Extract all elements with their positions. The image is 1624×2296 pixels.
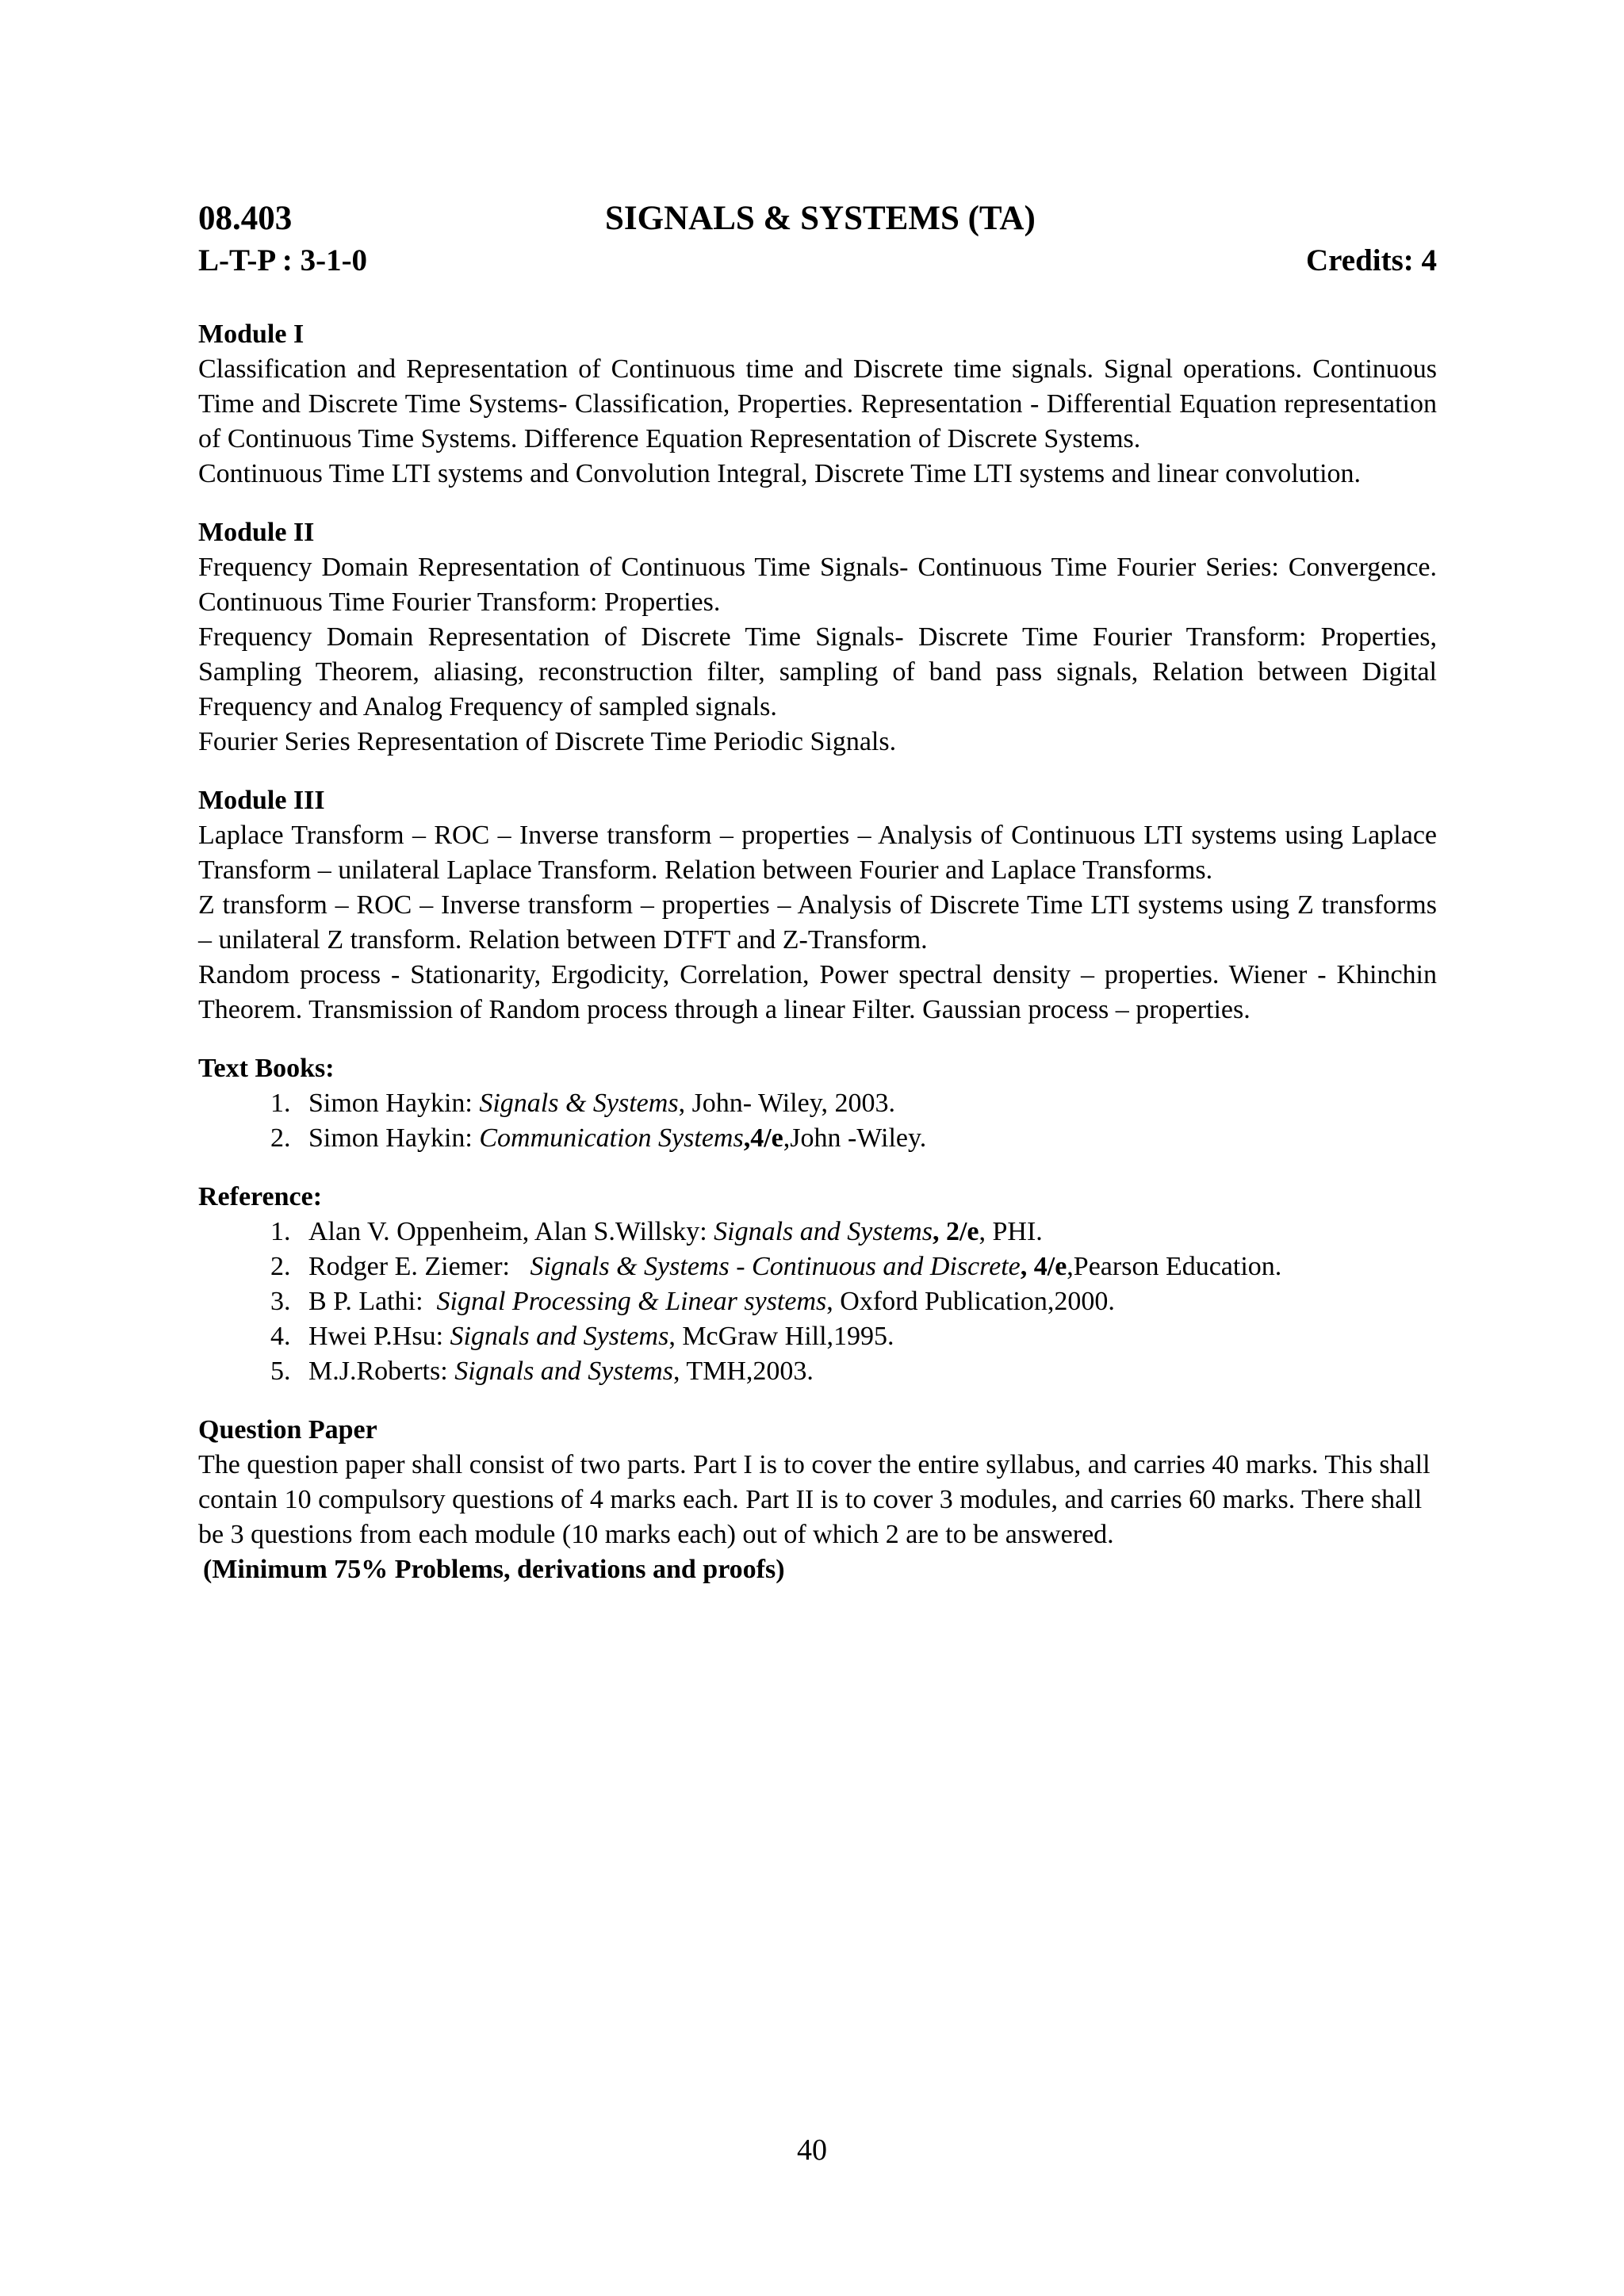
text-books-list [198, 1086, 1437, 1156]
course-subheader [198, 241, 1437, 281]
module-2 [198, 515, 1437, 760]
reference-item: 4. Hwei P.Hsu: Signals and Systems, McGraw Hill,1995. [297, 1319, 1437, 1354]
book-item: 1. Simon Haykin: Signals & Systems, John- Wiley, 2003. [297, 1086, 1437, 1121]
reference-list [198, 1215, 1437, 1389]
reference-item: 2. Rodger E. Ziemer: Signals & Systems - Continuous and Discrete, 4/e,Pearson Education. [297, 1249, 1437, 1284]
course-header [198, 197, 1437, 241]
question-paper-heading: Question Paper [198, 1415, 377, 1445]
syllabus-page [198, 197, 1437, 1587]
reference-section [198, 1180, 1437, 1389]
module-heading: Module I [198, 320, 304, 349]
text-books-section [198, 1051, 1437, 1156]
module-paragraph: Frequency Domain Representation of Discrete Time Signals- Discrete Time Fourier Transform: Properties, Sampling Theorem, aliasing, reconstruction filter, sampling of band pass signals, Relation between Digital Frequency and Analog Frequency of sampled signals. [198, 622, 1437, 721]
credits-label: Credits: 4 [1305, 243, 1437, 277]
course-title: SIGNALS & SYSTEMS (TA) [605, 200, 1036, 237]
module-1 [198, 317, 1437, 492]
text-books-heading: Text Books: [198, 1054, 335, 1083]
reference-item: 3. B P. Lathi: Signal Processing & Linear systems, Oxford Publication,2000. [297, 1284, 1437, 1319]
module-paragraph: Frequency Domain Representation of Continuous Time Signals- Continuous Time Fourier Series: Convergence. Continuous Time Fourier Transform: Properties. [198, 553, 1437, 617]
module-paragraph: Fourier Series Representation of Discrete Time Periodic Signals. [198, 727, 897, 756]
module-paragraph: Classification and Representation of Continuous time and Discrete time signals. Signal operations. Continuous Time and Discrete Time Systems- Classification, Properties. Representation - Differential Equation representation of Continuous Time Systems. Difference Equation Representation of Discrete Systems. [198, 354, 1437, 453]
course-code: 08.403 [198, 200, 293, 237]
module-paragraph: Z transform – ROC – Inverse transform – properties – Analysis of Discrete Time LTI systems using Z transforms – unilateral Z transform. Relation between DTFT and Z-Transform. [198, 890, 1437, 955]
question-paper-text: The question paper shall consist of two parts. Part I is to cover the entire syllabus, and carries 40 marks. This shall contain 10 compulsory questions of 4 marks each. Part II is to cover 3 modules, and carries 60 marks. There shall be 3 questions from each module (10 marks each) out of which 2 are to be answered. [198, 1450, 1431, 1549]
question-paper-section [198, 1413, 1437, 1587]
ltp-label: L-T-P : 3-1-0 [198, 243, 368, 277]
module-paragraph: Continuous Time LTI systems and Convolution Integral, Discrete Time LTI systems and linear convolution. [198, 459, 1362, 488]
module-heading: Module II [198, 518, 315, 547]
reference-heading: Reference: [198, 1182, 323, 1211]
reference-item: 5. M.J.Roberts: Signals and Systems, TMH,2003. [297, 1354, 1437, 1389]
page-number: 40 [797, 2133, 827, 2167]
module-3 [198, 783, 1437, 1027]
reference-item: 1. Alan V. Oppenheim, Alan S.Willsky: Signals and Systems, 2/e, PHI. [297, 1215, 1437, 1249]
module-paragraph: Laplace Transform – ROC – Inverse transform – properties – Analysis of Continuous LTI systems using Laplace Transform – unilateral Laplace Transform. Relation between Fourier and Laplace Transforms. [198, 821, 1437, 885]
module-heading: Module III [198, 786, 325, 815]
question-paper-note: (Minimum 75% Problems, derivations and proofs) [203, 1555, 785, 1584]
module-paragraph: Random process - Stationarity, Ergodicity, Correlation, Power spectral density – properties. Wiener - Khinchin Theorem. Transmission of Random process through a linear Filter. Gaussian process – properties. [198, 960, 1437, 1024]
book-item: 2. Simon Haykin: Communication Systems,4/e,John -Wiley. [297, 1121, 1437, 1156]
